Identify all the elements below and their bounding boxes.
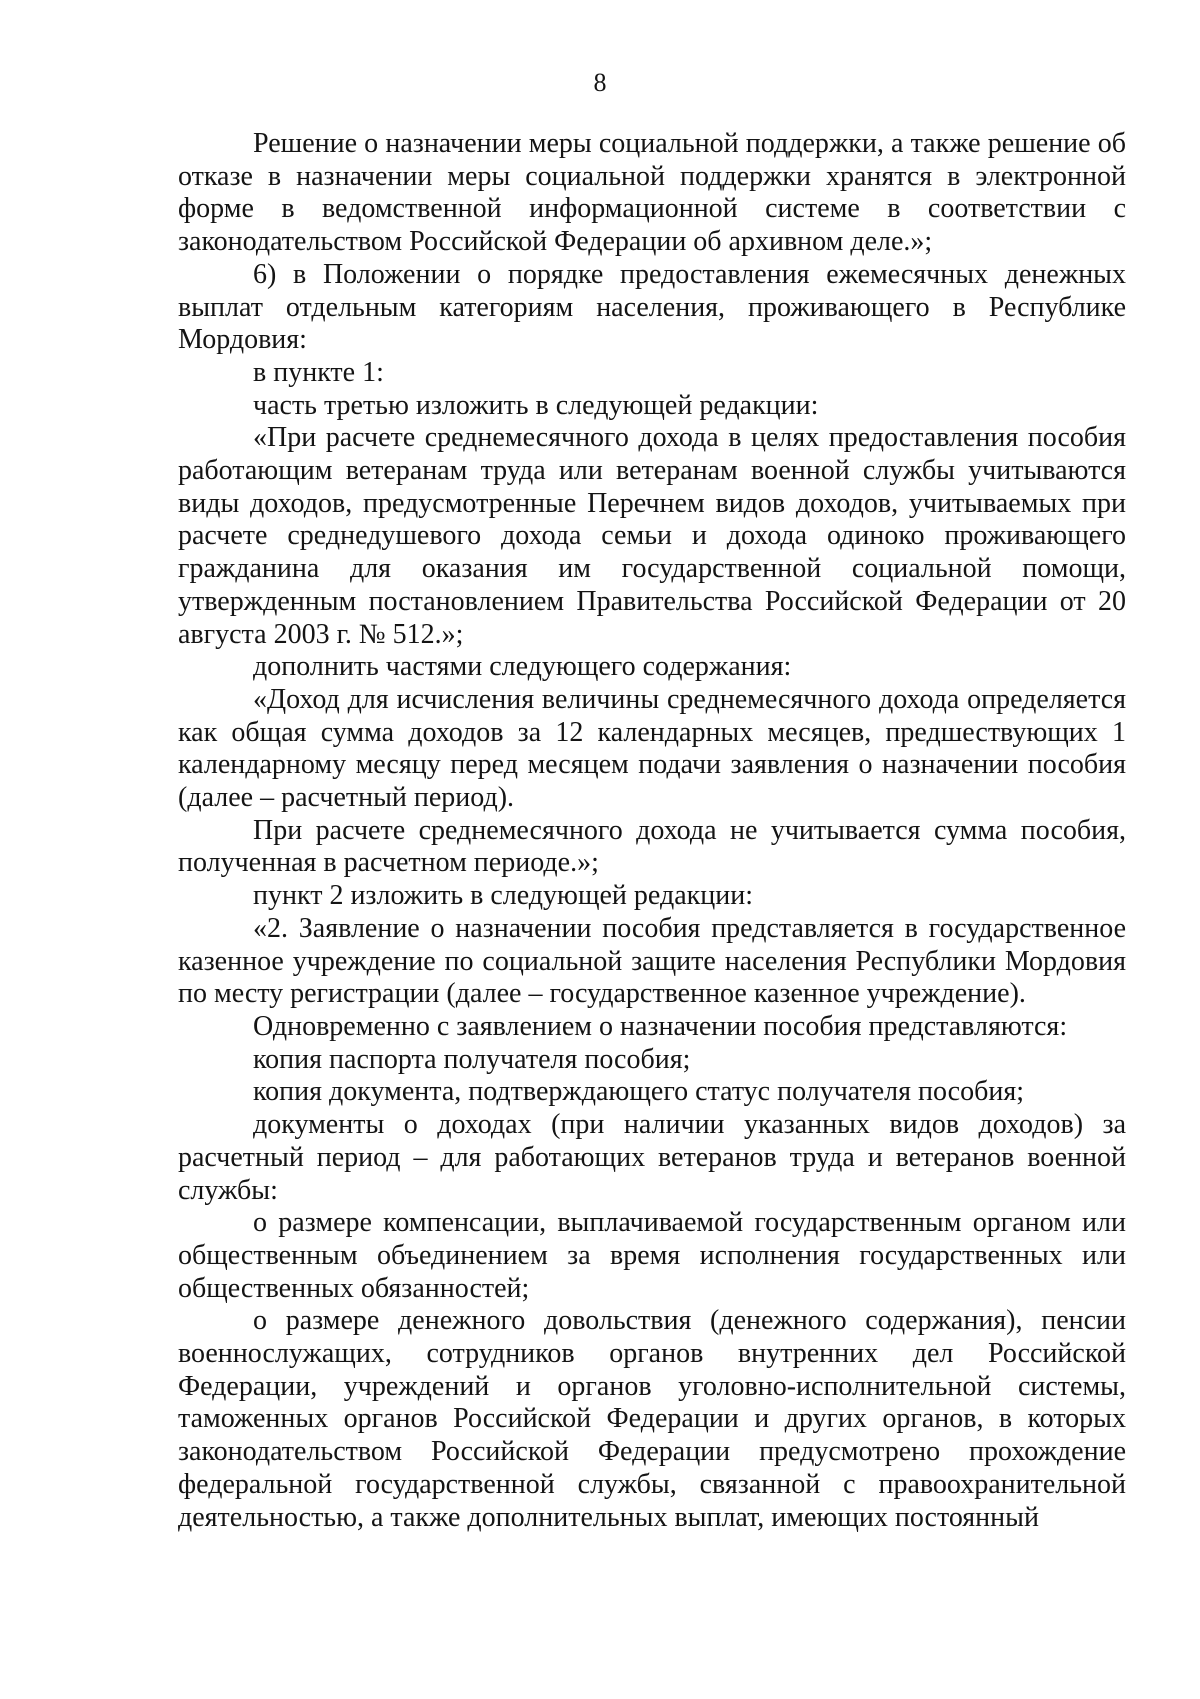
paragraph-application-submission: «2. Заявление о назначении пособия представляется в государственное казенное учреждение по социальной защите населения Республики Мордовия по месту регистрации (далее – государственное казенное учреждение). xyxy=(178,912,1126,1010)
paragraph-benefit-excluded: При расчете среднемесячного дохода не учитывается сумма пособия, полученная в расчетном периоде.»; xyxy=(178,814,1126,879)
paragraph-part-three: часть третью изложить в следующей редакции: xyxy=(253,389,819,421)
paragraph-income-calculation: «При расчете среднемесячного дохода в целях предоставления пособия работающим ветеранам труда или ветеранам военной службы учитываются виды доходов, предусмотренные Перечнем видов доходов, учитываемых при расчете среднедушевого дохода семьи и дохода одиноко проживающего гражданина для оказания им государственной социальной помощи, утвержденным постановлением Правительства Российской Федерации от 20 августа 2003 г. № 512.»; xyxy=(178,422,1126,650)
paragraph-supplement-parts: дополнить частями следующего содержания: xyxy=(253,651,792,683)
paragraph-allowance-amount: о размере денежного довольствия (денежного содержания), пенсии военнослужащих, сотрудников органов внутренних дел Российской Федерации, учреждений и органов уголовно-исполнительной системы, таможенных органов Российской Федерации и других органов, в которых законодательством Российской Федерации предусмотрено прохождение федеральной государственной службы, связанной с правоохранительной деятельностью, а также дополнительных выплат, имеющих постоянный xyxy=(178,1305,1126,1533)
paragraph-income-documents: документы о доходах (при наличии указанных видов доходов) за расчетный период – для работающих ветеранов труда и ветеранов военной службы: xyxy=(178,1109,1126,1206)
paragraph-status-document-copy: копия документа, подтверждающего статус получателя пособия; xyxy=(253,1076,1024,1108)
paragraph-clause-2-intro: пункт 2 изложить в следующей редакции: xyxy=(253,880,753,912)
paragraph-compensation-amount: о размере компенсации, выплачиваемой государственным органом или общественным объединением за время исполнения государственных или общественных обязанностей; xyxy=(178,1207,1126,1304)
paragraph-documents-intro: Одновременно с заявлением о назначении пособия представляются: xyxy=(253,1010,1068,1042)
paragraph-item-6: 6) в Положении о порядке предоставления ежемесячных денежных выплат отдельным категориям населения, проживающего в Республике Мордовия: xyxy=(178,258,1126,356)
document-body xyxy=(178,128,1126,1534)
paragraph-clause-1: в пункте 1: xyxy=(253,356,384,388)
paragraph-income-definition: «Доход для исчисления величины среднемесячного дохода определяется как общая сумма доходов за 12 календарных месяцев, предшествующих 1 календарному месяцу перед месяцем подачи заявления о назначении пособия (далее – расчетный период). xyxy=(178,683,1126,814)
paragraph-passport-copy: копия паспорта получателя пособия; xyxy=(253,1043,691,1075)
paragraph-archive-storage: Решение о назначении меры социальной поддержки, а также решение об отказе в назначении меры социальной поддержки хранятся в электронной форме в ведомственной информационной системе в соответствии с законодательством Российской Федерации об архивном деле.»; xyxy=(178,128,1126,258)
page-number: 8 xyxy=(593,68,607,97)
